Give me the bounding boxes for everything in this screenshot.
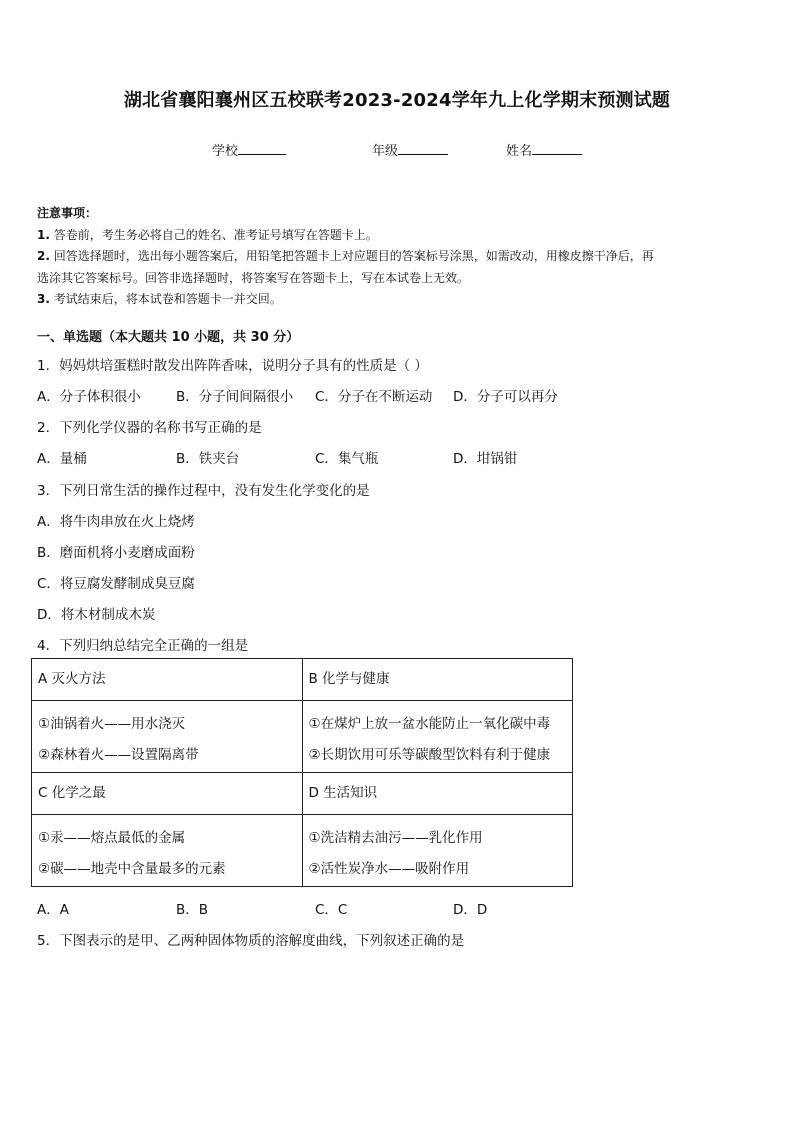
- q4-option-d[interactable]: D．D: [453, 902, 488, 918]
- question-2-stem: 2．下列化学仪器的名称书写正确的是: [37, 420, 262, 436]
- notes-item: 选涂其它答案标号。回答非选择题时，将答案写在答题卡上，写在本试卷上无效。: [37, 270, 470, 285]
- name-blank[interactable]: [532, 142, 582, 155]
- grade-blank[interactable]: [398, 142, 448, 155]
- q1-option-d[interactable]: D．分子可以再分: [453, 389, 558, 405]
- table-item: ②活性炭净水——吸附作用: [308, 861, 470, 877]
- notes-item: 2. 回答选择题时，选出每小题答案后，用铅笔把答题卡上对应题目的答案标号涂黑，如需改动，用橡皮擦干净后，再: [37, 249, 654, 263]
- table-item: ①在煤炉上放一盆水能防止一氧化碳中毒: [308, 716, 551, 732]
- notes-block: [37, 203, 761, 311]
- table-cell-b-head: B 化学与健康: [302, 659, 573, 701]
- q1-option-c[interactable]: C．分子在不断运动: [315, 389, 433, 405]
- table-item: ②森林着火——设置隔离带: [38, 747, 199, 763]
- grade-label: 年级: [372, 144, 399, 159]
- name-label: 姓名: [506, 144, 533, 159]
- school-blank[interactable]: [238, 142, 286, 155]
- table-item: ②碳——地壳中含量最多的元素: [38, 861, 226, 877]
- question-4-stem: 4．下列归纳总结完全正确的一组是: [37, 638, 249, 654]
- school-label: 学校: [212, 144, 239, 159]
- q3-option-b[interactable]: B．磨面机将小麦磨成面粉: [37, 545, 195, 561]
- notes-item: 1. 答卷前，考生务必将自己的姓名、准考证号填写在答题卡上。: [37, 227, 378, 242]
- table-cell-c-body: [32, 815, 303, 887]
- q1-option-b[interactable]: B．分子间间隔很小: [176, 389, 294, 405]
- q4-option-a[interactable]: A．A: [37, 902, 69, 918]
- table-item: ①油锅着火——用水浇灭: [38, 716, 186, 732]
- q3-option-c[interactable]: C．将豆腐发酵制成臭豆腐: [37, 576, 195, 592]
- page-title: 湖北省襄阳襄州区五校联考2023-2024学年九上化学期末预测试题: [123, 90, 671, 111]
- q3-option-a[interactable]: A．将牛肉串放在火上烧烤: [37, 514, 195, 530]
- table-item: ②长期饮用可乐等碳酸型饮料有利于健康: [308, 747, 551, 763]
- name-field: [506, 140, 582, 159]
- school-field: [212, 140, 286, 159]
- summary-table: [31, 658, 573, 887]
- q2-option-c[interactable]: C．集气瓶: [315, 451, 379, 467]
- q2-option-a[interactable]: A．量桶: [37, 451, 87, 467]
- table-item: ①汞——熔点最低的金属: [38, 830, 186, 846]
- table-cell-d-body: [302, 815, 573, 887]
- table-cell-b-body: [302, 701, 573, 773]
- section-heading: 一、单选题（本大题共 10 小题，共 30 分）: [37, 330, 300, 345]
- q2-option-d[interactable]: D．坩锅钳: [453, 451, 518, 467]
- table-cell-a-body: [32, 701, 303, 773]
- table-item: ①洗洁精去油污——乳化作用: [308, 830, 483, 846]
- question-5-stem: 5．下图表示的是甲、乙两种固体物质的溶解度曲线，下列叙述正确的是: [37, 933, 465, 949]
- q1-option-a[interactable]: A．分子体积很小: [37, 389, 141, 405]
- table-cell-d-head: D 生活知识: [302, 773, 573, 815]
- notes-item: 3. 考试结束后，将本试卷和答题卡一并交回。: [37, 292, 282, 306]
- question-1-stem: 1．妈妈烘培蛋糕时散发出阵阵香味，说明分子具有的性质是（ ）: [37, 358, 428, 374]
- q4-option-b[interactable]: B．B: [176, 902, 209, 918]
- grade-field: [372, 140, 448, 159]
- table-cell-a-head: A 灭火方法: [32, 659, 303, 701]
- question-3-stem: 3．下列日常生活的操作过程中，没有发生化学变化的是: [37, 483, 370, 499]
- q3-option-d[interactable]: D．将木材制成木炭: [37, 607, 156, 623]
- q4-option-c[interactable]: C．C: [315, 902, 348, 918]
- notes-heading: 注意事项：: [37, 206, 98, 220]
- q2-option-b[interactable]: B．铁夹台: [176, 451, 240, 467]
- table-cell-c-head: C 化学之最: [32, 773, 303, 815]
